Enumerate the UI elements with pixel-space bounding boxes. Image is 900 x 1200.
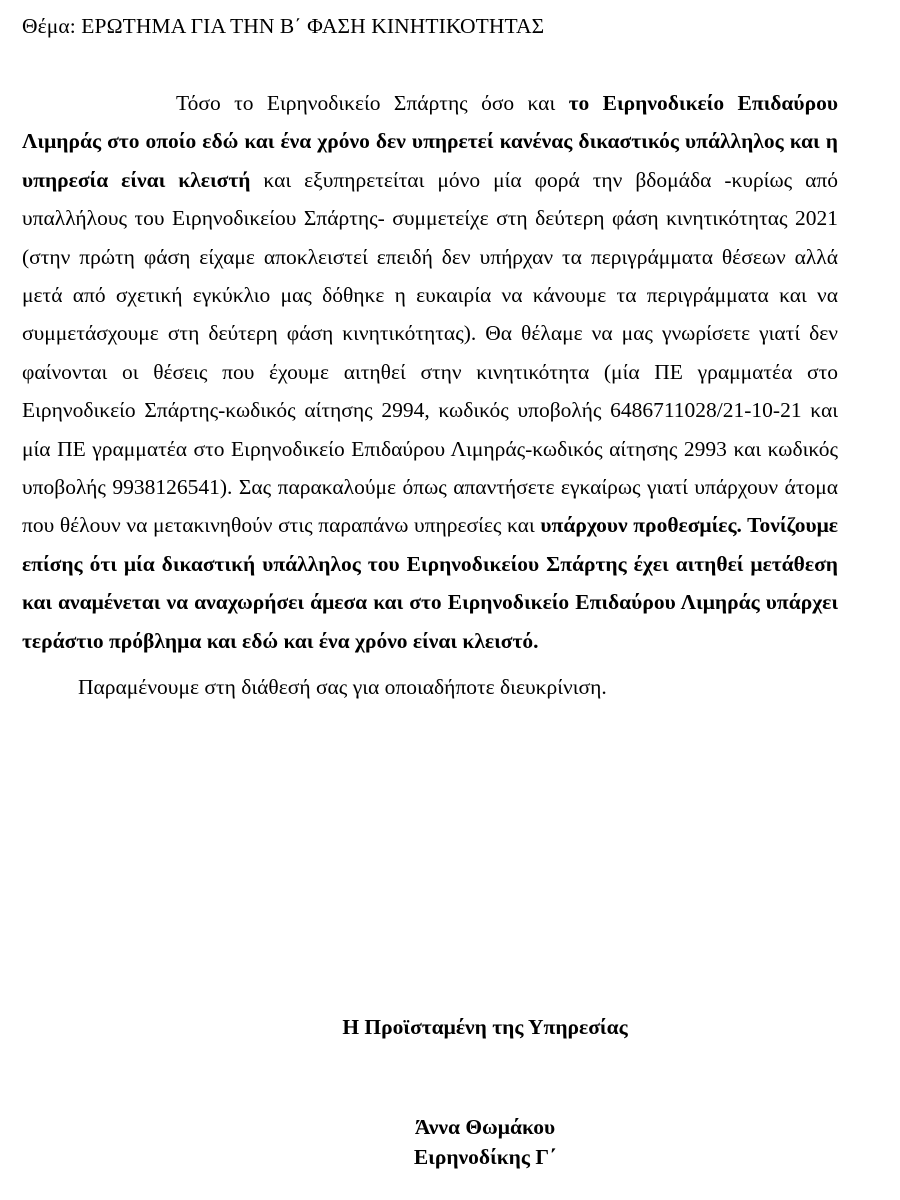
document-body [22,84,838,707]
signature-title: Ειρηνοδίκης Γ΄ [413,1145,557,1169]
signature-name: Άννα Θωμάκου [414,1115,556,1139]
paragraph-run-bold-1: το Ειρηνοδικείο Επιδαύρου Λιμηράς στο οποίο εδώ και ένα χρόνο δεν υπηρετεί κανένας δικαστικός υπάλληλος και η υπηρεσία είναι κλειστή [22,91,838,192]
signature-name-group [0,1112,900,1172]
paragraph-run-regular-2: και εξυπηρετείται μόνο μία φορά την βδομάδα -κυρίως από υπαλλήλους του Ειρηνοδικείου Σπάρτης- συμμετείχε στη δεύτερη φάση κινητικότητας 2021 (στην πρώτη φάση είχαμε αποκλειστεί επειδή δεν υπήρχαν τα περιγράμματα θέσεων αλλά μετά από σχετική εγκύκλιο μας δόθηκε η ευκαιρία να κάνουμε τα περιγράμματα και να συμμετάσχουμε στη δεύτερη φάση κινητικότητας). Θα θέλαμε να μας γνωρίσετε γιατί δεν φαίνονται οι θέσεις που έχουμε αιτηθεί στην κινητικότητα (μία ΠΕ γραμματέα στο Ειρηνοδικείο Σπάρτης-κωδικός αίτησης 2994, κωδικός υποβολής 6486711028/21-10-21 και μία ΠΕ γραμματέα στο Ειρηνοδικείο Επιδαύρου Λιμηράς-κωδικός αίτησης 2993 και κωδικός υποβολής 9938126541). Σας παρακαλούμε όπως απαντήσετε εγκαίρως γιατί υπάρχουν άτομα που θέλουν να μετακινηθούν στις παραπάνω υπηρεσίες και [22,167,838,538]
body-paragraph-closing: Παραμένουμε στη διάθεσή σας για οποιαδήποτε διευκρίνιση. [78,675,607,700]
subject-line: Θέμα: ΕΡΩΤΗΜΑ ΓΙΑ ΤΗΝ Β΄ ΦΑΣΗ ΚΙΝΗΤΙΚΟΤΗΤΑΣ [22,14,545,38]
paragraph-run-bold-2: υπάρχουν προθεσμίες. Τονίζουμε επίσης ότι μία δικαστική υπάλληλος του Ειρηνοδικείου Σπάρτης έχει αιτηθεί μετάθεση και αναμένεται να αναχωρήσει άμεσα και στο Ειρηνοδικείο Επιδαύρου Λιμηράς υπάρχει τεράστιο πρόβλημα και εδώ και ένα χρόνο είναι κλειστό. [22,513,838,653]
paragraph-run-regular-1: Τόσο το Ειρηνοδικείο Σπάρτης όσο και [176,91,569,115]
signature-role: Η Προϊσταμένη της Υπηρεσίας [342,1015,628,1039]
body-paragraph-main [22,84,838,660]
signature-block [0,1012,900,1172]
